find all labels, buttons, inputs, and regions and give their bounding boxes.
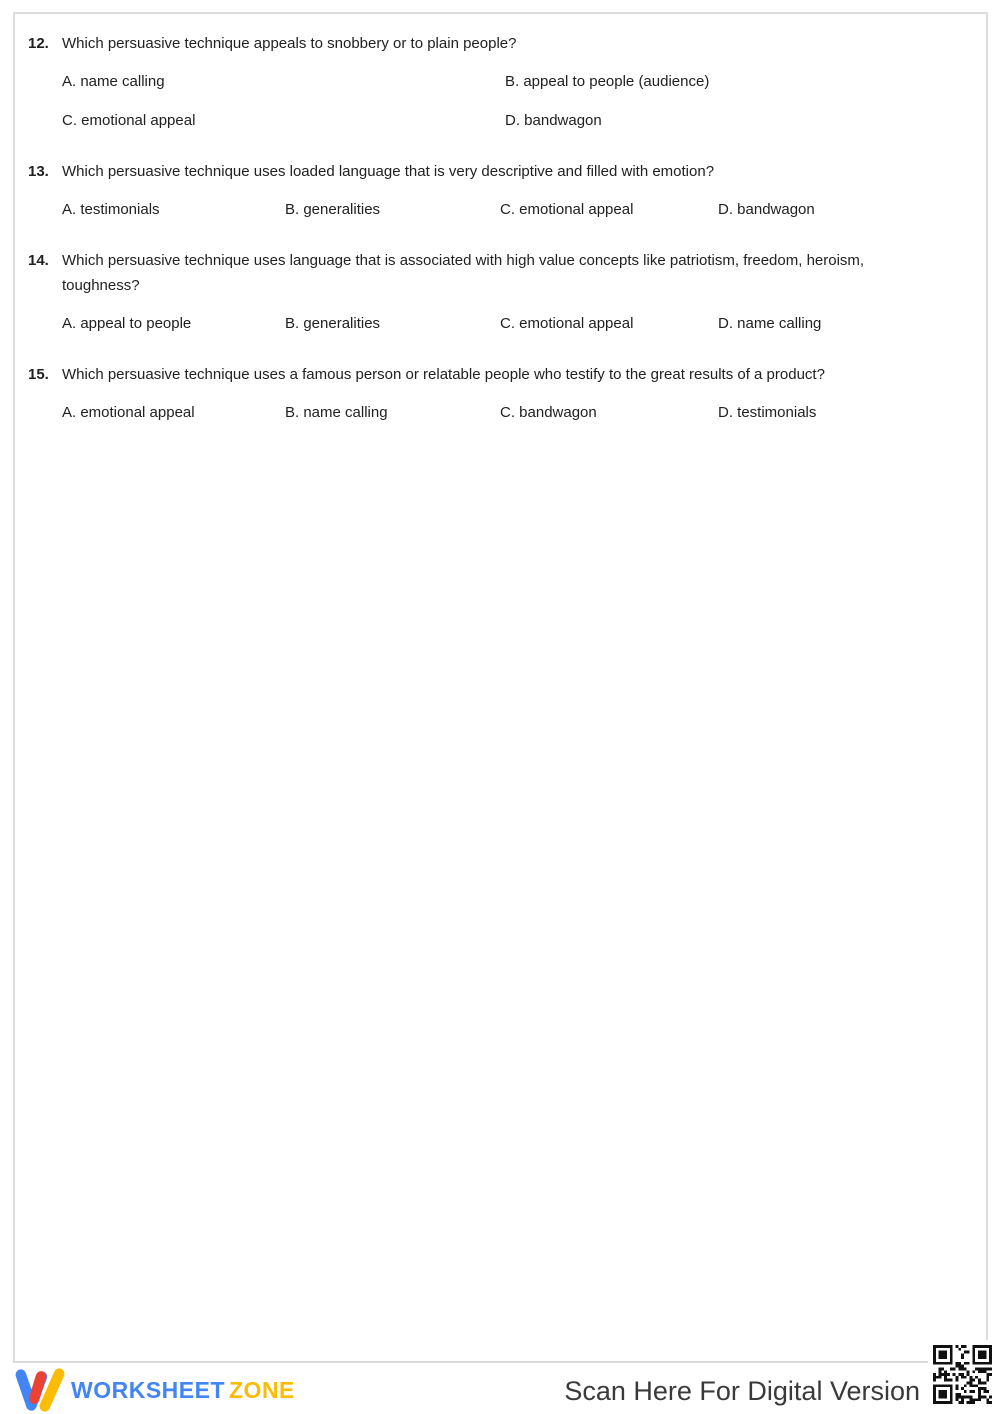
options-list xyxy=(62,314,941,334)
question-number: 13. xyxy=(28,163,49,180)
option-d: D. bandwagon xyxy=(505,112,602,129)
option-a: A. name calling xyxy=(62,73,165,90)
option-c: C. emotional appeal xyxy=(500,315,634,332)
question-number: 14. xyxy=(28,252,49,269)
worksheet-zone-w-icon xyxy=(15,1367,65,1413)
scan-here-label: Scan Here For Digital Version xyxy=(564,1376,920,1406)
question-12 xyxy=(28,31,941,131)
option-d: D. testimonials xyxy=(718,404,817,421)
option-a: A. appeal to people xyxy=(62,315,192,332)
option-c: C. bandwagon xyxy=(500,404,597,421)
question-text: Which persuasive technique appeals to snobbery or to plain people? xyxy=(62,35,517,52)
option-b: B. generalities xyxy=(285,315,381,332)
option-d: D. bandwagon xyxy=(718,201,815,218)
question-text: Which persuasive technique uses language that is associated with high value concepts like patriotism, freedom, heroism, toughness? xyxy=(62,252,865,294)
question-13 xyxy=(28,159,941,220)
question-14 xyxy=(28,248,941,334)
options-list xyxy=(62,72,941,131)
qr-code-box xyxy=(928,1340,997,1410)
question-text: Which persuasive technique uses a famous person or relatable people who testify to the great results of a product? xyxy=(62,366,825,383)
option-b: B. generalities xyxy=(285,201,381,218)
option-a: A. testimonials xyxy=(62,201,160,218)
option-d: D. name calling xyxy=(718,315,822,332)
option-c: C. emotional appeal xyxy=(62,112,196,129)
worksheet-zone-logo xyxy=(15,1367,295,1413)
worksheet-content-frame xyxy=(13,12,988,1363)
options-list xyxy=(62,200,941,220)
question-number: 15. xyxy=(28,366,49,383)
question-15 xyxy=(28,362,941,423)
option-b: B. appeal to people (audience) xyxy=(505,73,710,90)
option-a: A. emotional appeal xyxy=(62,404,195,421)
question-text: Which persuasive technique uses loaded language that is very descriptive and filled with emotion? xyxy=(62,163,715,180)
question-number: 12. xyxy=(28,35,49,52)
qr-code-icon xyxy=(933,1345,992,1404)
logo-word-worksheet: WORKSHEET xyxy=(71,1376,225,1403)
logo-word-zone: ZONE xyxy=(229,1376,295,1403)
logo-text xyxy=(71,1377,295,1404)
option-b: B. name calling xyxy=(285,404,388,421)
option-c: C. emotional appeal xyxy=(500,201,634,218)
options-list xyxy=(62,403,941,423)
